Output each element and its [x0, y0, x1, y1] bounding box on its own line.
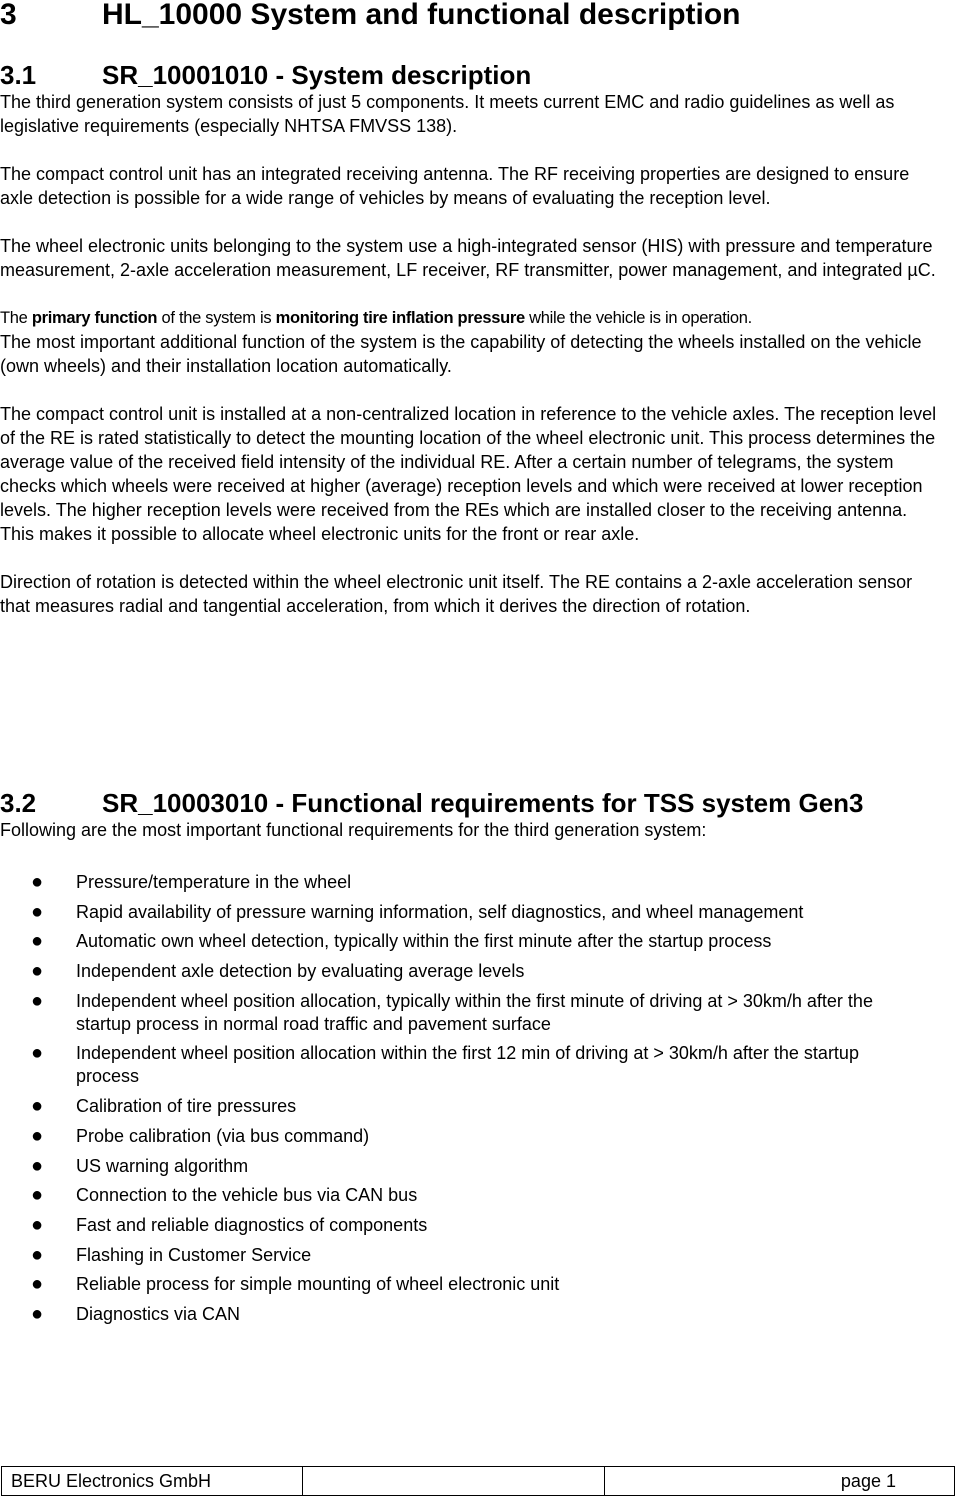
requirements-list [0, 871, 945, 1326]
list-item [0, 960, 926, 983]
bullet-icon: ● [31, 1243, 44, 1266]
list-item-text: Connection to the vehicle bus via CAN bus [76, 1185, 418, 1206]
paragraph: The most important additional function of the system is the capability of detecting the wheels installed on the vehicle (own wheels) and their installation location automatically. [0, 332, 922, 376]
list-item-text: Rapid availability of pressure warning information, self diagnostics, and wheel management [76, 901, 804, 922]
list-item [0, 1214, 926, 1237]
list-item [0, 930, 926, 953]
section-title: SR_10001010 - System description [102, 60, 532, 90]
list-item-text: Independent wheel position allocation within the first 12 min of driving at > 30km/h after the startup process [76, 1043, 859, 1087]
list-item-text: Calibration of tire pressures [76, 1096, 297, 1117]
footer-middle-cell [303, 1467, 604, 1495]
list-item-text: Probe calibration (via bus command) [76, 1125, 370, 1146]
list-item [0, 1095, 926, 1118]
text-run: The [0, 309, 32, 327]
list-item-text: Fast and reliable diagnostics of components [76, 1214, 428, 1235]
list-item [0, 871, 926, 894]
list-item [0, 1042, 926, 1088]
chapter-heading [0, 0, 741, 32]
bold-term: primary function [31, 309, 158, 327]
paragraph: The third generation system consists of just 5 components. It meets current EMC and radio guidelines as well as legislative requirements (especially NHTSA FMVSS 138). [0, 92, 895, 136]
section-functional-requirements [0, 788, 945, 1333]
bullet-icon: ● [31, 1154, 44, 1177]
section-system-description [0, 60, 945, 618]
bullet-icon: ● [31, 1184, 44, 1207]
list-item [0, 1273, 926, 1296]
paragraph: Direction of rotation is detected within the wheel electronic unit itself. The RE contains a 2-axle acceleration sensor that measures radial and tangential acceleration, from which it derives the direction of rotation. [0, 572, 913, 616]
bullet-icon: ● [31, 1095, 44, 1118]
paragraph: The compact control unit has an integrated receiving antenna. The RF receiving properties are designed to ensure axle detection is possible for a wide range of vehicles by means of evaluating the reception level. [0, 164, 910, 208]
list-item-text: Automatic own wheel detection, typically within the first minute after the startup process [76, 931, 772, 952]
list-item-text: US warning algorithm [76, 1155, 249, 1176]
list-item [0, 901, 926, 924]
bullet-icon: ● [31, 1302, 44, 1325]
bullet-icon: ● [31, 1213, 44, 1236]
bullet-icon: ● [31, 1273, 44, 1296]
footer-company: BERU Electronics GmbH [2, 1467, 303, 1495]
bullet-icon: ● [31, 900, 44, 923]
section-title: SR_10003010 - Functional requirements for TSS system Gen3 [102, 788, 864, 818]
list-item-text: Independent wheel position allocation, typically within the first minute of driving at > 30km/h after the startup process in normal road traffic and pavement surface [76, 990, 873, 1034]
list-item [0, 1244, 926, 1267]
bullet-icon: ● [31, 1042, 44, 1065]
text-run: while the vehicle is in operation. [524, 309, 752, 327]
list-item [0, 1303, 926, 1326]
paragraph: The wheel electronic units belonging to the system use a high-integrated sensor (HIS) with pressure and temperature measurement, 2-axle acceleration measurement, LF receiver, RF transmitter, power management, and integrated µC. [0, 236, 936, 280]
page-footer [1, 1466, 955, 1496]
bullet-icon: ● [31, 930, 44, 953]
bullet-icon: ● [31, 1124, 44, 1147]
chapter-title: HL_10000 System and functional description [102, 0, 741, 31]
primary-function-line [0, 306, 945, 330]
chapter-number: 3 [0, 0, 17, 31]
list-item-text: Independent axle detection by evaluating average levels [76, 961, 525, 982]
list-item-text: Flashing in Customer Service [76, 1244, 312, 1265]
section-number: 3.2 [0, 788, 37, 818]
list-item-text: Reliable process for simple mounting of wheel electronic unit [76, 1274, 560, 1295]
paragraph: The compact control unit is installed at a non-centralized location in reference to the vehicle axles. The reception level of the RE is rated statistically to detect the mounting location of the wheel electronic unit. This process determines the average value of the received field intensity of the individual RE. After a certain number of telegrams, the system checks which wheels were received at higher (average) reception levels and which were received at lower reception levels. The higher reception levels were received from the REs which are installed closer to the receiving antenna. This makes it possible to allocate wheel electronic units for the front or rear axle. [0, 404, 937, 544]
list-item [0, 1184, 926, 1207]
footer-page-number: page 1 [840, 1471, 896, 1491]
paragraph: Following are the most important functional requirements for the third generation system: [0, 820, 707, 840]
text-run: of the system is [157, 309, 276, 327]
section-number: 3.1 [0, 60, 37, 90]
list-item [0, 1155, 926, 1178]
bullet-icon: ● [31, 960, 44, 983]
bullet-icon: ● [31, 989, 44, 1012]
bold-term: monitoring tire inflation pressure [275, 309, 525, 327]
list-item [0, 1125, 926, 1148]
list-item-text: Pressure/temperature in the wheel [76, 872, 352, 892]
bullet-icon: ● [31, 871, 44, 893]
list-item [0, 990, 926, 1036]
list-item-text: Diagnostics via CAN [76, 1303, 241, 1324]
section-heading [0, 60, 945, 90]
section-heading [0, 788, 945, 818]
